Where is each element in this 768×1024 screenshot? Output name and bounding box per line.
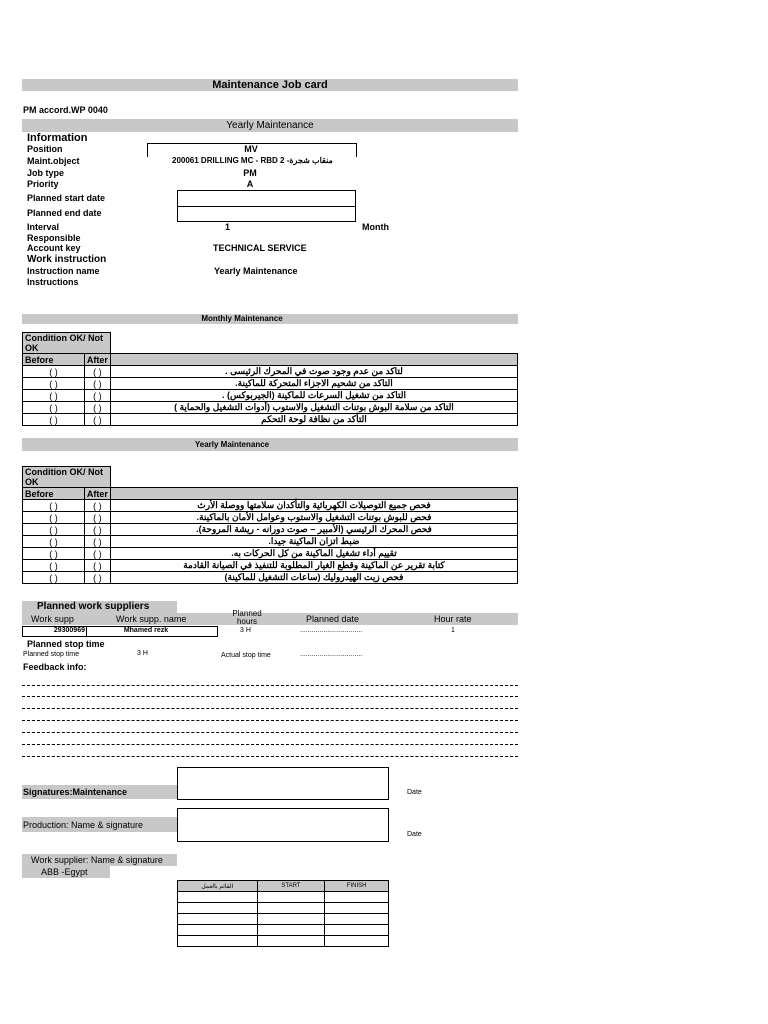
maintenance-signature-box[interactable]: [177, 767, 389, 800]
checklist-row: [23, 524, 518, 536]
feedback-line[interactable]: [22, 732, 518, 733]
planned-end-input[interactable]: [177, 206, 356, 222]
after-checkbox[interactable]: ( ): [84, 390, 110, 402]
instruction-name-label: Instruction name: [27, 266, 100, 276]
planned-hours-value: 3 H: [240, 627, 251, 634]
after-checkbox[interactable]: ( ): [84, 572, 110, 584]
pm-reference: PM accord.WP 0040: [23, 105, 108, 115]
checklist-row: [23, 500, 518, 512]
position-label: Position: [27, 144, 63, 154]
hour-rate-value: 1: [451, 627, 455, 634]
table-row: [178, 892, 389, 903]
interval-value: 1: [225, 222, 231, 232]
work-instruction-heading: Work instruction: [27, 254, 107, 265]
after-checkbox[interactable]: ( ): [84, 524, 110, 536]
task-text: تقييم أداء تشغيل الماكينة من كل الحركات به.: [110, 548, 517, 560]
maintenance-signature-label: Signatures:Maintenance: [23, 787, 128, 797]
monthly-checklist: [22, 332, 518, 426]
checklist-row: [23, 366, 518, 378]
before-checkbox[interactable]: ( ): [23, 548, 85, 560]
actual-stop-value: ................................: [300, 651, 363, 658]
after-checkbox[interactable]: ( ): [84, 500, 110, 512]
feedback-line[interactable]: [22, 720, 518, 721]
col-work-supp: Work supp: [31, 614, 74, 624]
task-text: التاكد من تشغيل السرعات للماكينة (الجيربوكس) .: [110, 390, 517, 402]
feedback-line[interactable]: [22, 756, 518, 757]
finish-header: FINISH: [325, 881, 389, 892]
before-checkbox[interactable]: ( ): [23, 390, 85, 402]
priority-label: Priority: [27, 179, 59, 189]
task-text: فحص المحرك الرئيسي (الأمبير – صوت دورانه - ريشة المروحة).: [110, 524, 517, 536]
after-checkbox[interactable]: ( ): [84, 512, 110, 524]
instructions-label: Instructions: [27, 277, 79, 287]
maint-object-label: Maint.object: [27, 156, 80, 166]
stop-time-value: 3 H: [137, 650, 148, 657]
page-title: Maintenance Job card: [212, 79, 328, 91]
planned-end-label: Planned end date: [27, 208, 102, 218]
task-text: كتابة تقرير عن الماكينة وقطع الغيار المطلوبة للتنفيذ في الصيانة القادمة: [110, 560, 517, 572]
col-planned-date: Planned date: [306, 614, 360, 624]
task-text: لتاكد من عدم وجود صوت في المحرك الرئيسى .: [110, 366, 517, 378]
after-checkbox[interactable]: ( ): [84, 402, 110, 414]
task-text: فحص للبوش بوتنات التشغيل والاستوب وعوامل الأمان بالماكينة.: [110, 512, 517, 524]
before-header: Before: [23, 354, 85, 366]
after-header: After: [84, 354, 110, 366]
before-checkbox[interactable]: ( ): [23, 414, 85, 426]
table-row: [178, 925, 389, 936]
planned-start-label: Planned start date: [27, 193, 106, 203]
instruction-name-value: Yearly Maintenance: [214, 266, 298, 276]
position-value: MV: [244, 144, 258, 154]
priority-value: A: [246, 179, 254, 189]
maintenance-date-label: Date: [407, 789, 422, 796]
table-row: [178, 903, 389, 914]
job-type-value: PM: [243, 168, 257, 178]
col-hour-rate: Hour rate: [434, 614, 472, 624]
maint-object-value: 200061 DRILLING MC - RBD 2 -منقاب شجرة: [172, 156, 333, 165]
actual-stop-label: Actual stop time: [221, 652, 271, 659]
condition-header: Condition OK/ Not OK: [23, 467, 111, 488]
after-checkbox[interactable]: ( ): [84, 548, 110, 560]
work-log-table: [177, 880, 389, 947]
before-header: Before: [23, 488, 85, 500]
checklist-row: [23, 572, 518, 584]
task-text: فحص جميع التوصيلات الكهربائية والتأكدان سلامتها ووصلة الأرث: [110, 500, 517, 512]
yearly-checklist: [22, 466, 518, 584]
after-header: After: [84, 488, 110, 500]
table-row: [178, 936, 389, 947]
before-checkbox[interactable]: ( ): [23, 402, 85, 414]
before-checkbox[interactable]: ( ): [23, 378, 85, 390]
task-text: فحص زيت الهيدروليك (ساعات التشغيل للماكينة): [110, 572, 517, 584]
feedback-line[interactable]: [22, 685, 518, 686]
interval-unit: Month: [362, 222, 389, 232]
planned-date-value: ................................: [300, 627, 363, 634]
feedback-line[interactable]: [22, 708, 518, 709]
checklist-row: [23, 560, 518, 572]
yearly-band-label: Yearly Maintenance: [194, 440, 270, 449]
after-checkbox[interactable]: ( ): [84, 536, 110, 548]
checklist-row: [23, 414, 518, 426]
before-checkbox[interactable]: ( ): [23, 560, 85, 572]
checklist-row: [23, 536, 518, 548]
task-text: التاكد من سلامة البوش بوتنات التشغيل والاستوب (أدوات التشغيل والحماية ): [110, 402, 517, 414]
stop-time-heading: Planned stop time: [27, 639, 105, 649]
before-checkbox[interactable]: ( ): [23, 524, 85, 536]
feedback-line[interactable]: [22, 744, 518, 745]
task-text: ضبط اتزان الماكينة جيدا.: [110, 536, 517, 548]
condition-header: Condition OK/ Not OK: [23, 333, 111, 354]
production-signature-box[interactable]: [177, 808, 389, 842]
information-heading: Information: [27, 132, 88, 144]
start-header: START: [257, 881, 325, 892]
production-date-label: Date: [407, 831, 422, 838]
work-supp-value: 29300969: [53, 627, 85, 634]
before-checkbox[interactable]: ( ): [23, 500, 85, 512]
feedback-label: Feedback info:: [23, 662, 87, 672]
before-checkbox[interactable]: ( ): [23, 366, 85, 378]
task-text: التاكد من تشحيم الاجزاء المتحركة للماكينة.: [110, 378, 517, 390]
account-key-label: Account key: [27, 243, 81, 253]
suppliers-heading: Planned work suppliers: [37, 601, 150, 612]
after-checkbox[interactable]: ( ): [84, 366, 110, 378]
after-checkbox[interactable]: ( ): [84, 560, 110, 572]
before-checkbox[interactable]: ( ): [23, 572, 85, 584]
checklist-row: [23, 512, 518, 524]
col-planned-hours: Planned hours: [232, 609, 262, 626]
responsible-label: Responsible: [27, 233, 81, 243]
work-supp-name-value: Mhamed rezk: [123, 627, 169, 634]
before-checkbox[interactable]: ( ): [23, 536, 85, 548]
work-supplier-label: Work supplier: Name & signature: [31, 855, 163, 865]
monthly-band-label: Monthly Maintenance: [201, 314, 283, 323]
stop-time-label: Planned stop time: [23, 651, 80, 658]
checklist-row: [23, 548, 518, 560]
table-row: [178, 914, 389, 925]
checklist-row: [23, 402, 518, 414]
supplier-company: ABB -Egypt: [41, 867, 88, 877]
header-band-label: Yearly Maintenance: [226, 120, 314, 131]
production-signature-label: Production: Name & signature: [23, 820, 144, 830]
before-checkbox[interactable]: ( ): [23, 512, 85, 524]
after-checkbox[interactable]: ( ): [84, 378, 110, 390]
feedback-line[interactable]: [22, 696, 518, 697]
after-checkbox[interactable]: ( ): [84, 414, 110, 426]
job-type-label: Job type: [27, 168, 65, 178]
checklist-row: [23, 390, 518, 402]
checklist-row: [23, 378, 518, 390]
task-text: التأكد من نظافة لوحة التحكم: [110, 414, 517, 426]
interval-label: Interval: [27, 222, 60, 232]
account-key-value: TECHNICAL SERVICE: [213, 243, 307, 253]
col-work-supp-name: Work supp. name: [116, 614, 187, 624]
worker-header: القائم بالعمل: [178, 881, 258, 892]
planned-start-input[interactable]: [177, 190, 356, 207]
